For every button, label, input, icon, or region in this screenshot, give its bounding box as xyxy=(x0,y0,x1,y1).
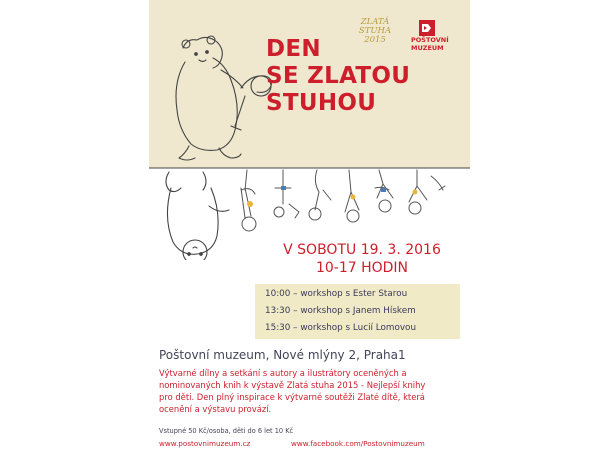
headline-line-2: SE ZLATOU xyxy=(266,63,411,89)
venue-address: Poštovní muzeum, Nové mlýny 2, Praha1 xyxy=(159,348,406,362)
schedule-item: 15:30 – workshop s Lucií Lomovou xyxy=(265,323,417,333)
poster xyxy=(149,0,470,450)
description-line: nominovaných knih k výstavě Zlatá stuha 2015 - Nejlepší knihy xyxy=(159,380,426,390)
facebook-link[interactable]: www.facebook.com/Postovnimuzeum xyxy=(291,439,425,448)
museum-logo-line-2: MUZEUM xyxy=(411,44,444,52)
workshop-schedule xyxy=(255,284,460,339)
zlata-stuha-logo xyxy=(352,18,398,45)
award-logo-line-3: 2015 xyxy=(364,35,386,45)
event-description xyxy=(159,367,459,415)
museum-logo-line-1: POŠTOVNÍ xyxy=(411,36,449,44)
description-line: Výtvarné dílny a setkání s autory a ilustrátory oceněných a xyxy=(159,368,407,378)
description-line: ocenění a výstavu provází. xyxy=(159,404,272,414)
schedule-item: 10:00 – workshop s Ester Starou xyxy=(265,289,408,299)
headline-line-1: DEN xyxy=(266,36,321,62)
event-hours: 10-17 HODIN xyxy=(315,260,409,276)
description-line: pro děti. Den plný inspirace k výtvarné soutěži Zlaté dítě, která xyxy=(159,392,425,402)
website-link[interactable]: www.postovnimuzeum.cz xyxy=(159,439,251,448)
headline xyxy=(266,36,416,117)
event-date: V SOBOTU 19. 3. 2016 xyxy=(283,242,441,258)
museum-logo xyxy=(411,20,459,52)
event-date-block xyxy=(262,241,462,277)
schedule-item: 13:30 – workshop s Janem Hískem xyxy=(265,306,416,316)
headline-line-3: STUHOU xyxy=(266,90,377,116)
award-logo-line-1: ZLATÁ xyxy=(360,17,390,27)
award-logo-line-2: STUHA xyxy=(358,26,392,36)
museum-logo-icon xyxy=(419,20,435,36)
admission-price: Vstupné 50 Kč/osoba, děti do 6 let 10 Kč xyxy=(159,427,294,435)
